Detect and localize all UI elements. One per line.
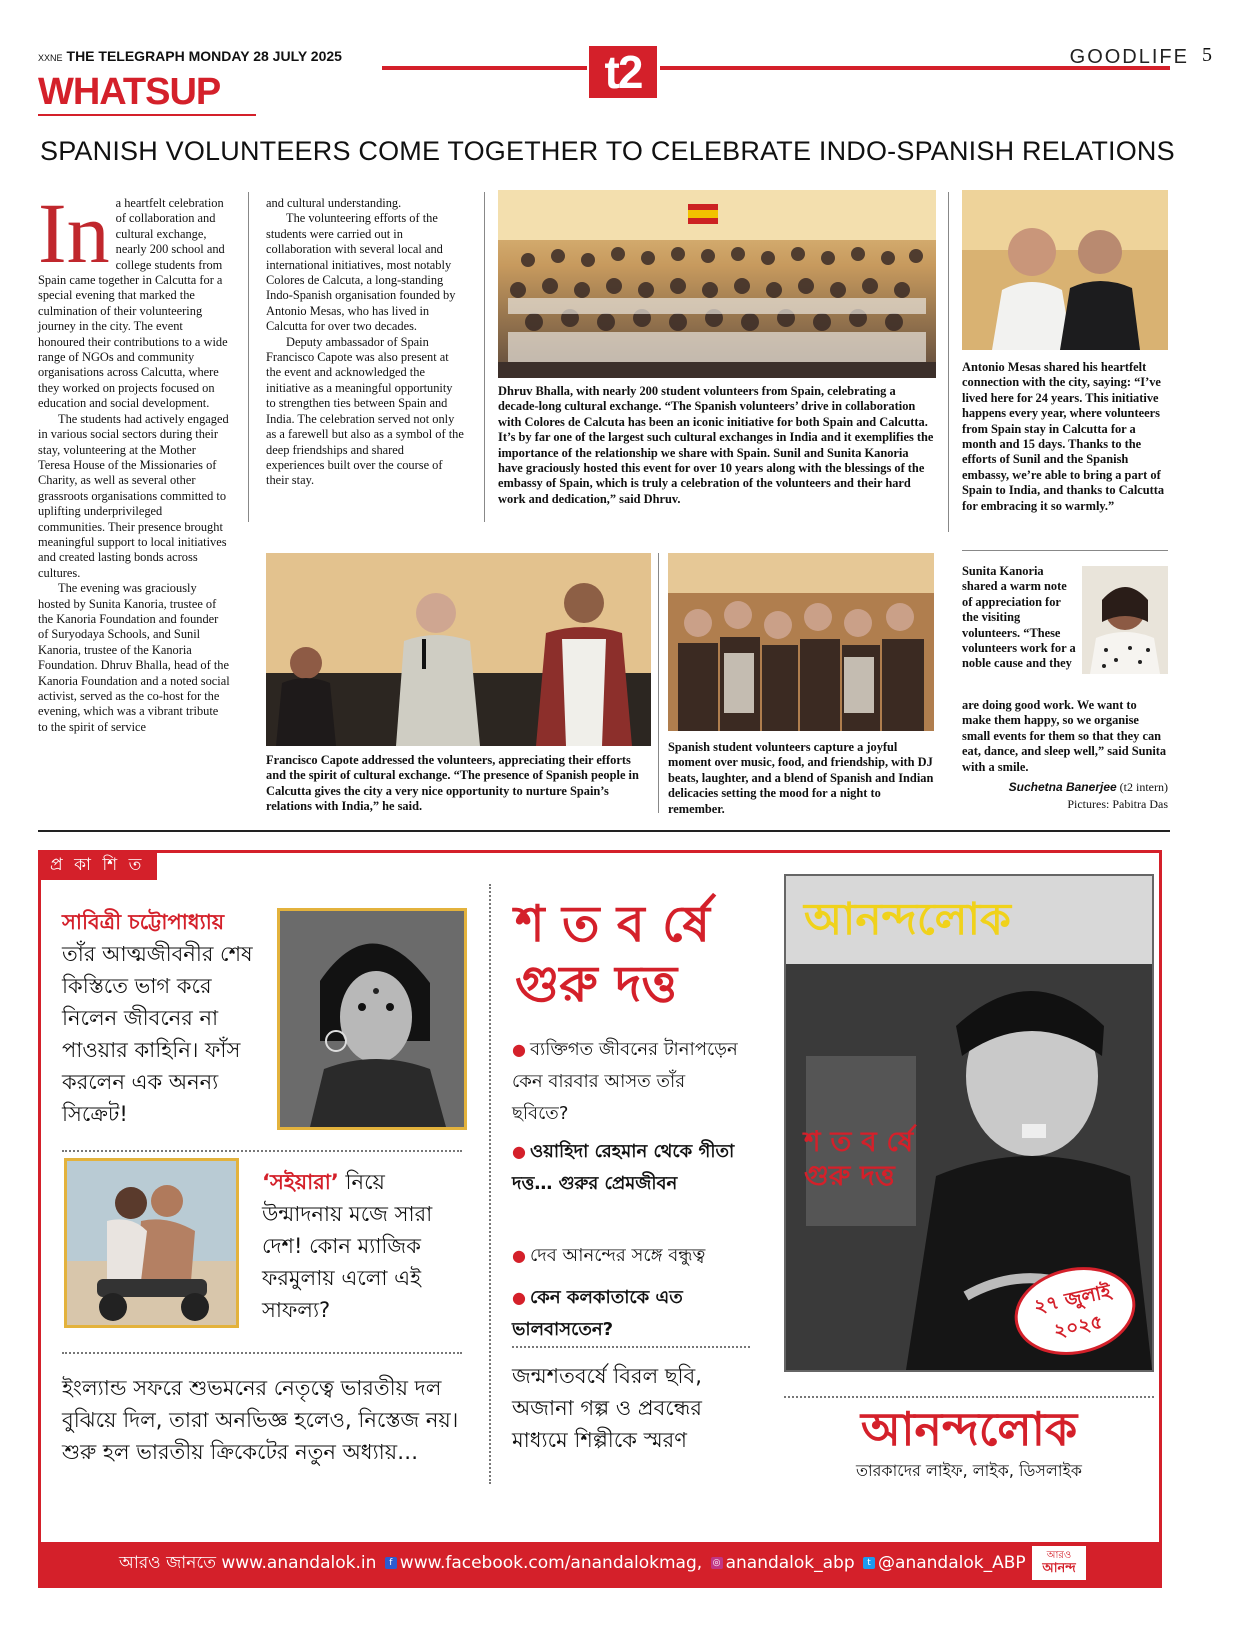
ad-gurudutt-headline-2: গুরু দত্ত: [515, 955, 678, 1013]
author-note: (t2 intern): [1119, 780, 1168, 794]
facebook-link[interactable]: www.facebook.com/anandalokmag,: [399, 1553, 703, 1573]
column-divider: [248, 192, 249, 522]
section-name: GOODLIFE: [1069, 46, 1189, 68]
edition-code: XXNE: [38, 53, 63, 63]
column-divider: [948, 192, 949, 532]
article-paragraph: Deputy ambassador of Spain Francisco Capote was also present at the event and acknowledged the initiative as a meaningful opportunity to strengthen ties between Spain and India. The celebration served not only as a farewell but also as a symbol of the deep friendships and shared experiences built over the course of their stay.: [266, 334, 464, 488]
ad-divider: [62, 1150, 462, 1152]
group-photo: [498, 190, 936, 378]
cover-line-1: শ ত ব র্ষে: [804, 1125, 914, 1158]
article-paragraph: The students had actively engaged in various social sectors during their stay, volunteering at the Mother Teresa House of the Missionaries of Charity, as well as several other grassroots organisations committed to uplifting underprivileged communities. Their presence brought meaningful support to local initiatives and created lasting bonds across cultures.: [38, 411, 229, 580]
byline: [962, 780, 1168, 795]
website-link[interactable]: আরও জানতে www.anandalok.in: [119, 1553, 377, 1573]
ad-bullet-2: ● ওয়াহিদা রেহমান থেকে গীতা দত্ত… গুরুর প্রেমজীবন: [512, 1136, 744, 1200]
section-separator: [38, 830, 1170, 832]
francisco-capote-photo: [266, 553, 651, 746]
aro-ananda-badge: [1032, 1546, 1086, 1580]
article-column-2: [266, 196, 464, 489]
ad-savitri-name: সাবিত্রী চট্টোপাধ্যায়: [62, 910, 225, 934]
article-lead: a heartfelt celebration of collaboration and cultural exchange, nearly 200 school and college students from Spain came together in Calcutta for a special evening that marked the culmination of their volunteering journey in the city. The event honoured their contributions to a wide range of NGOs and community organisations across Calcutta, where they worked on projects focused on education and social development.: [38, 196, 228, 411]
anandalok-brand: আনন্দলোক: [860, 1402, 1078, 1456]
ad-divider: [62, 1352, 462, 1354]
sunita-caption-start: Sunita Kanoria shared a warm note of appreciation for the visiting volunteers. “These volunteers work for a noble cause and they: [962, 564, 1076, 671]
ad-saiyaara-body: নিয়ে উন্মাদনায় মজে সারা দেশ! কোন ম্যাজিক ফরমুলায় এলো এই সাফল্য?: [262, 1170, 433, 1322]
ad-gurudutt-headline-1: শ ত ব র্ষে: [515, 895, 711, 953]
article-paragraph: The evening was graciously hosted by Sunita Kanoria, trustee of the Kanoria Foundation and founder of Suryodaya Schools, and Sunil Kanoria, trustee of the Kanoria Foundation. Dhruv Bhalla, head of the Kanoria Foundation and a noted social activist, served as the co-host for the evening, which was a vibrant tribute to the spirit of service: [38, 581, 230, 734]
volunteer-selfie-photo: [668, 553, 934, 731]
ad-bullet-4: ● কেন কলকাতাকে এত ভালবাসতেন?: [512, 1282, 744, 1346]
ad-savitri-text: তাঁর আত্মজীবনীর শেষ কিস্তিতে ভাগ করে নিলেন জীবনের না পাওয়ার কাহিনি। ফাঁস করলেন এক অনন্য সিক্রেট!: [62, 942, 253, 1126]
ad-saiyaara-film: ‘সইয়ারা’: [262, 1170, 339, 1194]
page-number: 5: [1202, 44, 1212, 66]
instagram-icon: ◎: [711, 1557, 723, 1569]
cover-date-badge: ২৭ জুলাই ২০২৫: [1006, 1256, 1143, 1365]
masthead-rule-left: [382, 66, 587, 70]
ad-cricket-text: ইংল্যান্ড সফরে শুভমনের নেতৃত্বে ভারতীয় দল বুঝিয়ে দিল, তারা অনভিজ্ঞ হলেও, নিস্তেজ নয়। শুরু হল ভারতীয় ক্রিকেটের নতুন অধ্যায়…: [62, 1376, 459, 1464]
twitter-link[interactable]: @anandalok_ABP: [878, 1553, 1026, 1573]
ad-saiyaara-text: [262, 1166, 462, 1326]
t2-logo: t2: [589, 46, 657, 98]
column-divider: [484, 192, 485, 522]
twitter-icon: t: [863, 1557, 875, 1569]
sunita-caption-end: are doing good work. We want to make them happy, so we organise small events for them so that they can eat, dance, and sleep well,” said Sunita with a smile.: [962, 698, 1167, 774]
article-paragraph: and cultural understanding.: [266, 196, 402, 210]
capote-caption: Francisco Capote addressed the volunteers, appreciating their efforts and the spirit of cultural exchange. “The presence of Spanish people in Calcutta gives the city a very nice opportunity to nurture Spain’s relations with India,” he said.: [266, 753, 639, 814]
badge-bottom: আনন্দ: [1042, 1561, 1076, 1576]
anandalok-cover: [784, 874, 1154, 1372]
article-column-1: [38, 185, 230, 735]
ad-column-divider: [489, 884, 491, 1484]
ad-bullet-3: ● দেব আনন্দের সঙ্গে বন্ধুত্ব: [512, 1240, 752, 1272]
ad-tag: প্র কা শি ত: [38, 850, 157, 880]
savitri-portrait: [277, 908, 467, 1130]
anandalok-tagline: তারকাদের লাইফ, লাইক, ডিসলাইক: [855, 1461, 1082, 1480]
ad-bullet-1: ● ব্যক্তিগত জীবনের টানাপড়েন কেন বারবার আসত তাঁর ছবিতে?: [512, 1034, 744, 1130]
ad-footer: [41, 1542, 1159, 1585]
selfie-caption: Spanish student volunteers capture a joyful moment over music, food, and friendship, with DJ beats, laughter, and a blend of Spanish and Indian delicacies setting the mood for a night to remember.: [668, 740, 934, 816]
article-paragraph: The volunteering efforts of the students were carried out in collaboration with several local and international initiatives, most notably Colores de Calcuta, a long-standing Indo-Spanish organisation founded by Antonio Mesas, who has lived in Calcutta for over two decades.: [266, 211, 456, 334]
paper-date: THE TELEGRAPH MONDAY 28 JULY 2025: [66, 48, 342, 64]
saiyaara-still: [64, 1158, 239, 1328]
column-title-rule: [38, 114, 256, 116]
author-name: Suchetna Banerjee: [1008, 780, 1117, 794]
photo-credit: Pictures: Pabitra Das: [1067, 797, 1168, 811]
ad-divider: [512, 1346, 750, 1348]
dropcap: In: [38, 185, 110, 281]
sunita-kanoria-photo: [1082, 566, 1168, 674]
headline: SPANISH VOLUNTEERS COME TOGETHER TO CELEBRATE INDO-SPANISH RELATIONS: [40, 136, 1175, 166]
badge-top: আরও: [1046, 1550, 1072, 1561]
sidebar-divider: [962, 550, 1168, 551]
ad-gurudutt-closing: জন্মশতবর্ষে বিরল ছবি, অজানা গল্প ও প্রবন্ধের মাধ্যমে শিল্পীকে স্মরণ: [512, 1364, 702, 1452]
cover-line-2: গুরু দত্ত: [804, 1159, 895, 1192]
facebook-icon: f: [385, 1557, 397, 1569]
column-divider: [658, 553, 659, 813]
column-title: WHATSUP: [38, 71, 221, 113]
antonio-caption: Antonio Mesas shared his heartfelt connection with the city, saying: “I’ve lived here for 24 years. This initiative happens every year, where volunteers from Spain stay in Calcutta for a month and 15 days. Thanks to the efforts of Sunil and the Spanish embassy, we’re able to bring a part of Spain to India, and thanks to Calcutta for embracing it so warmly.”: [962, 360, 1165, 513]
ad-divider: [784, 1396, 1154, 1398]
masthead-dateline: [38, 48, 342, 64]
antonio-mesas-photo: [962, 190, 1168, 350]
group-photo-caption: Dhruv Bhalla, with nearly 200 student volunteers from Spain, celebrating a decade-long cultural exchange. “The Spanish volunteers’ drive in collaboration with Colores de Calcuta has been an iconic initiative for both Spain and Calcutta. It’s by far one of the largest such cultural exchanges in India and it exemplifies the importance of the relationship we share with Spain. Sunil and Sunita Kanoria have graciously hosted this event for over 10 years along with the blessings of the embassy of Spain, which is truly a celebration of the volunteers and their hard work and dedication,” said Dhruv.: [498, 384, 934, 506]
instagram-link[interactable]: anandalok_abp: [725, 1553, 855, 1573]
cover-masthead: আনন্দলোক: [804, 894, 1011, 945]
